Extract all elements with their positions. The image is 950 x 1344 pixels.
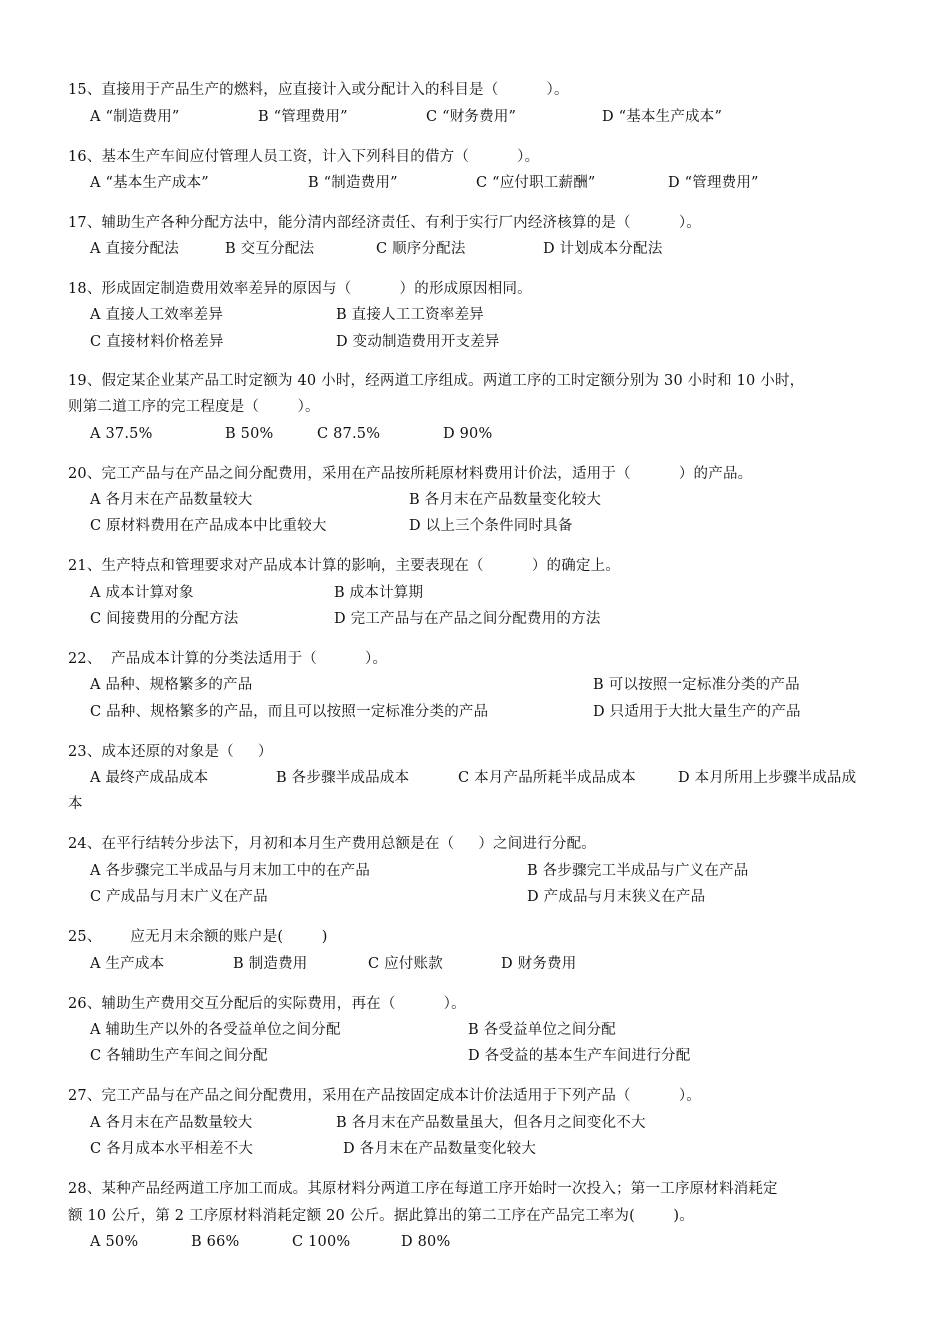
option-a: A 各月末在产品数量较大: [90, 1115, 253, 1131]
option-d: D 本月所用上步骤半成品成: [678, 770, 857, 786]
option-a: A 辅助生产以外的各受益单位之间分配: [90, 1022, 341, 1038]
option-c: C 87.5%: [317, 426, 381, 442]
option-c: C 间接费用的分配方法: [90, 611, 239, 627]
option-c: C 品种、规格繁多的产品，而且可以按照一定标准分类的产品: [90, 704, 489, 720]
option-c: C 直接材料价格差异: [90, 334, 224, 350]
option-c: C 产成品与月末广义在产品: [90, 889, 268, 905]
question-stem: 21、生产特点和管理要求对产品成本计算的影响，主要表现在（ ）的确定上。: [68, 558, 621, 574]
option-b: B “制造费用”: [308, 175, 398, 191]
option-b: B 交互分配法: [225, 241, 315, 257]
option-a: A 50%: [90, 1234, 139, 1250]
option-d-continuation: 本: [68, 796, 83, 812]
option-b: B 成本计算期: [334, 585, 424, 601]
option-c: C 本月产品所耗半成品成本: [458, 770, 636, 786]
option-d: D “管理费用”: [668, 175, 759, 191]
option-d: D 各受益的基本生产车间进行分配: [468, 1048, 691, 1064]
option-b: B 制造费用: [233, 956, 308, 972]
option-b: B 各步骤完工半成品与广义在产品: [527, 863, 749, 879]
option-c: C 各辅助生产车间之间分配: [90, 1048, 268, 1064]
question-stem-line-2: 则第二道工序的完工程度是（ ）。: [68, 399, 320, 415]
option-c: C 各月成本水平相差不大: [90, 1141, 254, 1157]
question-stem: 27、完工产品与在产品之间分配费用，采用在产品按固定成本计价法适用于下列产品（ ）。: [68, 1088, 701, 1104]
question-stem: 24、在平行结转分步法下，月初和本月生产费用总额是在（ ）之间进行分配。: [68, 836, 596, 852]
option-b: B 50%: [225, 426, 274, 442]
question-stem: 23、成本还原的对象是（ ）: [68, 744, 273, 760]
option-b: B 直接人工工资率差异: [336, 307, 484, 323]
question-stem: 25、 应无月末余额的账户是( ): [68, 929, 328, 945]
option-d: D 以上三个条件同时具备: [409, 518, 573, 534]
option-a: A “基本生产成本”: [90, 175, 209, 191]
option-d: D 只适用于大批大量生产的产品: [593, 704, 801, 720]
question-stem-line-1: 28、某种产品经两道工序加工而成。其原材料分两道工序在每道工序开始时一次投入；第一工序原材料消耗定: [68, 1181, 778, 1197]
option-d: D 90%: [443, 426, 493, 442]
option-b: B 可以按照一定标准分类的产品: [593, 677, 800, 693]
option-d: D 财务费用: [501, 956, 577, 972]
question-stem: 22、 产品成本计算的分类法适用于（ ）。: [68, 651, 388, 667]
option-d: D 产成品与月末狭义在产品: [527, 889, 706, 905]
option-b: B 各受益单位之间分配: [468, 1022, 616, 1038]
option-c: C 原材料费用在产品成本中比重较大: [90, 518, 327, 534]
question-stem: 26、辅助生产费用交互分配后的实际费用，再在（ ）。: [68, 996, 466, 1012]
option-a: A 品种、规格繁多的产品: [90, 677, 253, 693]
option-c: C 100%: [292, 1234, 351, 1250]
question-stem-line-2: 额 10 公斤，第 2 工序原材料消耗定额 20 公斤。据此算出的第二工序在产品完工率为( )。: [68, 1208, 694, 1224]
option-d: D 计划成本分配法: [543, 241, 663, 257]
option-a: A 各步骤完工半成品与月末加工中的在产品: [90, 863, 371, 879]
option-b: B 66%: [191, 1234, 240, 1250]
question-stem: 17、辅助生产各种分配方法中，能分清内部经济责任、有利于实行厂内经济核算的是（ ）。: [68, 215, 701, 231]
option-b: B “管理费用”: [258, 109, 348, 125]
option-d: D 各月末在产品数量变化较大: [343, 1141, 537, 1157]
option-a: A 最终产成品成本: [90, 770, 209, 786]
option-a: A 成本计算对象: [90, 585, 194, 601]
option-d: D 变动制造费用开支差异: [336, 334, 500, 350]
option-c: C “财务费用”: [426, 109, 517, 125]
option-a: A “制造费用”: [90, 109, 180, 125]
option-a: A 各月末在产品数量较大: [90, 492, 253, 508]
option-a: A 37.5%: [90, 426, 153, 442]
option-a: A 直接人工效率差异: [90, 307, 224, 323]
option-c: C 应付账款: [368, 956, 443, 972]
option-b: B 各月末在产品数量虽大，但各月之间变化不大: [336, 1115, 646, 1131]
question-stem: 16、基本生产车间应付管理人员工资，计入下列科目的借方（ ）。: [68, 149, 540, 165]
option-b: B 各步骤半成品成本: [276, 770, 410, 786]
option-d: D 完工产品与在产品之间分配费用的方法: [334, 611, 601, 627]
option-a: A 直接分配法: [90, 241, 179, 257]
question-stem: 15、直接用于产品生产的燃料，应直接计入或分配计入的科目是（ ）。: [68, 82, 569, 98]
question-stem: 20、完工产品与在产品之间分配费用，采用在产品按所耗原材料费用计价法，适用于（ ）的产品。: [68, 466, 753, 482]
option-a: A 生产成本: [90, 956, 165, 972]
option-c: C 顺序分配法: [376, 241, 466, 257]
option-c: C “应付职工薪酬”: [476, 175, 596, 191]
option-b: B 各月末在产品数量变化较大: [409, 492, 602, 508]
option-d: D 80%: [401, 1234, 451, 1250]
option-d: D “基本生产成本”: [602, 109, 723, 125]
question-stem-line-1: 19、假定某企业某产品工时定额为 40 小时，经两道工序组成。两道工序的工时定额分别为 30 小时和 10 小时，: [68, 373, 805, 389]
question-stem: 18、形成固定制造费用效率差异的原因与（ ）的形成原因相同。: [68, 281, 532, 297]
